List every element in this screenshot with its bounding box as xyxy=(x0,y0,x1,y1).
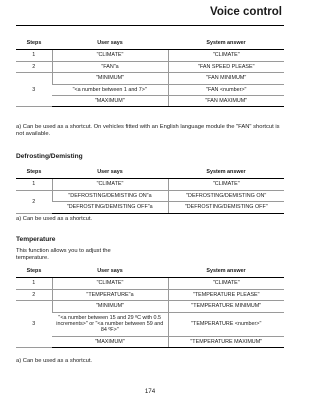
system-answer-cell: "CLIMATE" xyxy=(168,50,284,61)
system-answer-cell: "FAN MAXIMUM" xyxy=(168,96,284,107)
table-header-row xyxy=(16,166,284,179)
system-answer-cell: "CLIMATE" xyxy=(168,179,284,190)
system-answer-cell: "FAN <number>" xyxy=(168,84,284,95)
step-number: 1 xyxy=(16,50,52,61)
step-number: 2 xyxy=(16,289,52,300)
step-number: 3 xyxy=(16,301,52,348)
column-header-user-says: User says xyxy=(52,265,168,278)
step-number: 1 xyxy=(16,179,52,190)
system-answer-cell: "TEMPERATURE MAXIMUM" xyxy=(168,336,284,347)
page-number: 174 xyxy=(144,388,156,395)
column-header-steps: Steps xyxy=(16,37,52,50)
system-answer-cell: "TEMPERATURE PLEASE" xyxy=(168,289,284,300)
column-header-steps: Steps xyxy=(16,166,52,179)
column-header-system-answer: System answer xyxy=(168,166,284,179)
footnote-defrost-shortcut: a) Can be used as a shortcut. xyxy=(16,216,93,222)
table-row xyxy=(16,96,284,107)
system-answer-cell: "FAN SPEED PLEASE" xyxy=(168,61,284,72)
system-answer-cell: "CLIMATE" xyxy=(168,278,284,289)
temperature-voice-commands-table xyxy=(16,265,284,348)
table-row xyxy=(16,202,284,213)
user-says-cell: "<a number between 15 and 29 ºC with 0.5 increments>" or "<a number between 59 and 84 ºF>" xyxy=(52,312,168,336)
table-row xyxy=(16,61,284,72)
system-answer-cell: "DEFROSTING/DEMISTING OFF" xyxy=(168,202,284,213)
system-answer-cell: "TEMPERATURE MINIMUM" xyxy=(168,301,284,312)
step-number: 3 xyxy=(16,73,52,107)
user-says-cell: "CLIMATE" xyxy=(52,278,168,289)
table-row xyxy=(16,190,284,201)
table-row xyxy=(16,312,284,336)
defrost-voice-commands-table xyxy=(16,166,284,214)
section-heading-defrosting: Defrosting/Demisting xyxy=(16,153,83,160)
system-answer-cell: "DEFROSTING/DEMISTING ON" xyxy=(168,190,284,201)
user-says-cell: "CLIMATE" xyxy=(52,179,168,190)
table-row xyxy=(16,50,284,61)
table-row xyxy=(16,179,284,190)
user-says-cell: "CLIMATE" xyxy=(52,50,168,61)
system-answer-cell: "FAN MINIMUM" xyxy=(168,73,284,84)
page-header-title: Voice control xyxy=(210,6,282,18)
column-header-steps: Steps xyxy=(16,265,52,278)
column-header-system-answer: System answer xyxy=(168,37,284,50)
table-row xyxy=(16,301,284,312)
column-header-user-says: User says xyxy=(52,37,168,50)
table-row xyxy=(16,336,284,347)
user-says-cell: "MAXIMUM" xyxy=(52,336,168,347)
user-says-cell: "TEMPERATURE"a xyxy=(52,289,168,300)
table-row xyxy=(16,278,284,289)
table-row xyxy=(16,73,284,84)
user-says-cell: "DEFROSTING/DEMISTING ON"a xyxy=(52,190,168,201)
user-says-cell: "MINIMUM" xyxy=(52,73,168,84)
table-header-row xyxy=(16,37,284,50)
column-header-user-says: User says xyxy=(52,166,168,179)
fan-voice-commands-table xyxy=(16,37,284,107)
section-heading-temperature: Temperature xyxy=(16,236,56,243)
table-row xyxy=(16,84,284,95)
footnote-temperature-shortcut: a) Can be used as a shortcut. xyxy=(16,358,93,364)
footnote-fan-shortcut: a) Can be used as a shortcut. On vehicles fitted with an English language module the "FAN" shortcut is not available. xyxy=(16,124,280,138)
column-header-system-answer: System answer xyxy=(168,265,284,278)
table-row xyxy=(16,289,284,300)
header-divider xyxy=(16,25,284,26)
step-number: 2 xyxy=(16,61,52,72)
step-number: 1 xyxy=(16,278,52,289)
system-answer-cell: "TEMPERATURE <number>" xyxy=(168,312,284,336)
user-says-cell: "FAN"a xyxy=(52,61,168,72)
step-number: 2 xyxy=(16,190,52,213)
temperature-intro-text: This function allows you to adjust the temperature. xyxy=(16,248,111,262)
user-says-cell: "DEFROSTING/DEMISTING OFF"a xyxy=(52,202,168,213)
user-says-cell: "MINIMUM" xyxy=(52,301,168,312)
user-says-cell: "MAXIMUM" xyxy=(52,96,168,107)
user-says-cell: "<a number between 1 and 7>" xyxy=(52,84,168,95)
table-header-row xyxy=(16,265,284,278)
